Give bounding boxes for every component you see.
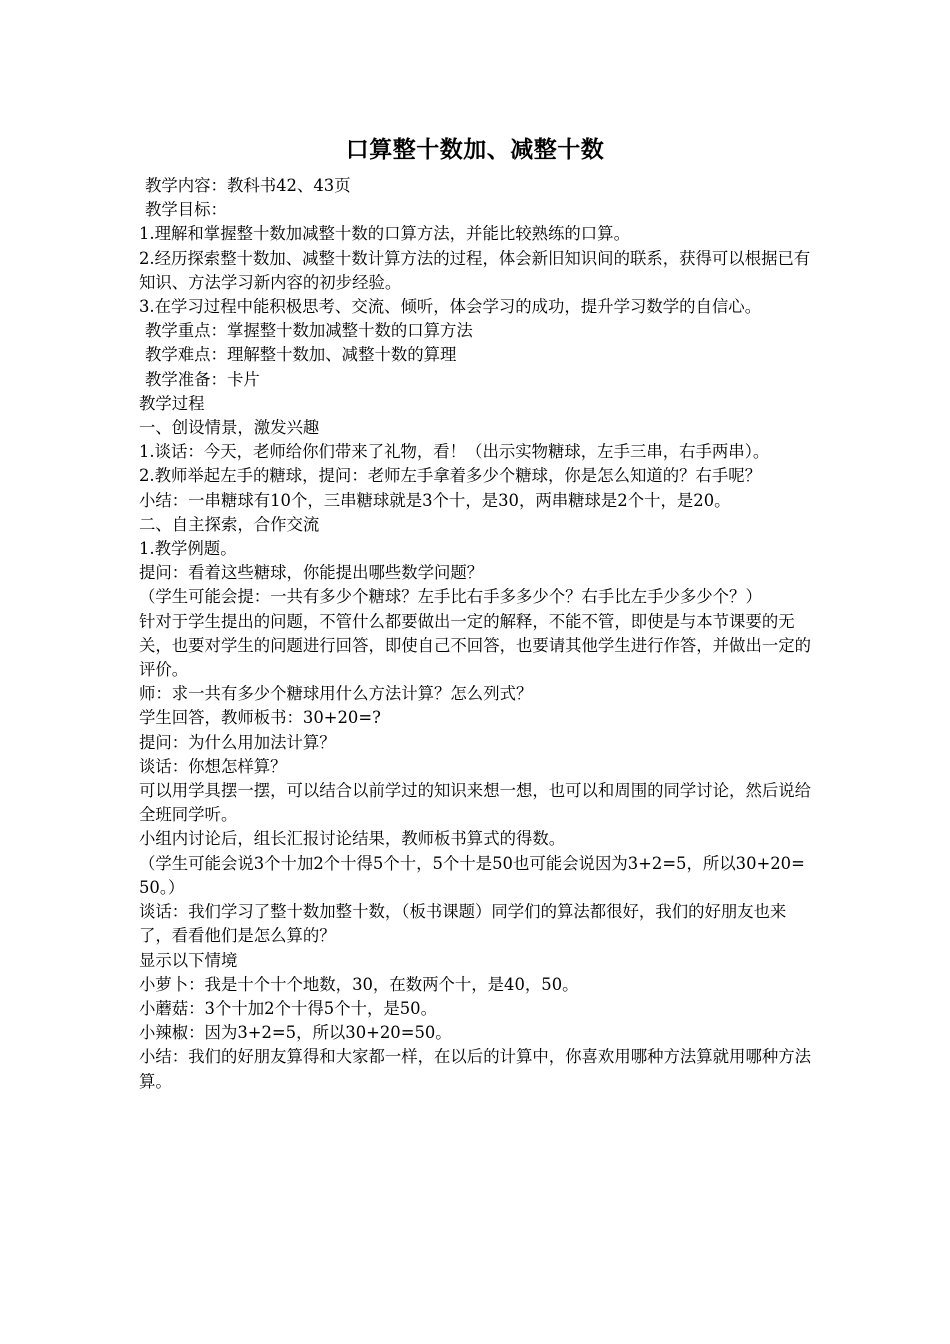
paragraph-question: 提问：看着这些糖球，你能提出哪些数学问题？ xyxy=(139,563,484,583)
paragraph-teaching-content: 教学内容：教科书42、43页 xyxy=(145,176,351,195)
paragraph-talk-3: 谈话：我们学习了整十数加整十数，（板书课题）同学们的算法都很好，我们的好朋友也来了，看看他们是怎么算的？ xyxy=(139,902,787,946)
section-heading-1: 一、创设情景，激发兴趣 xyxy=(139,418,320,438)
paragraph-example: 1.教学例题。 xyxy=(139,539,237,559)
paragraph-guidance: 针对于学生提出的问题，不管什么都要做出一定的解释，不能不管，即使是与本节课要的无关，也要对学生的问题进行回答，即使自己不回答，也要请其他学生进行作答，并做出一定的评价。 xyxy=(139,611,812,680)
paragraph-how-calc: 谈话：你想怎样算？ xyxy=(139,756,287,776)
paragraph-talk-1: 1.谈话：今天，老师给你们带来了礼物，看！（出示实物糖球，左手三串，右手两串）。 xyxy=(139,442,770,462)
paragraph-show-scenario: 显示以下情境 xyxy=(139,950,238,970)
paragraph-student-questions: （学生可能会提：一共有多少个糖球？左手比右手多多少个？右手比左手少多少个？） xyxy=(139,587,762,607)
paragraph-student-answers: （学生可能会说3个十加2个十得5个十，5个十是50也可能会说因为3+2=5，所以30+20=50。） xyxy=(139,853,805,897)
paragraph-talk-2: 2.教师举起左手的糖球，提问：老师左手拿着多少个糖球，你是怎么知道的？右手呢？ xyxy=(139,466,762,486)
paragraph-goal-3: 3.在学习过程中能积极思考、交流、倾听，体会学习的成功，提升学习数学的自信心。 xyxy=(139,297,762,317)
paragraph-summary-2: 小结：我们的好朋友算得和大家都一样，在以后的计算中，你喜欢用哪种方法算就用哪种方法算。 xyxy=(139,1047,812,1091)
paragraph-mushroom: 小蘑菇：3个十加2个十得5个十，是50。 xyxy=(139,998,437,1018)
paragraph-board-write: 学生回答，教师板书：30+20=? xyxy=(139,708,381,728)
paragraph-goal-1: 1.理解和掌握整十数加减整十数的口算方法，并能比较熟练的口算。 xyxy=(139,224,630,244)
paragraph-group-discussion: 小组内讨论后，组长汇报讨论结果，教师板书算式的得数。 xyxy=(139,829,566,849)
paragraph-teaching-process: 教学过程 xyxy=(139,393,205,413)
paragraph-radish: 小萝卜：我是十个十个地数，30，在数两个十，是40，50。 xyxy=(139,974,579,994)
paragraph-teaching-goals-heading: 教学目标： xyxy=(145,200,227,220)
section-heading-2: 二、自主探索，合作交流 xyxy=(139,514,320,534)
document-body xyxy=(139,174,815,1094)
paragraph-use-tools: 可以用学具摆一摆，可以结合以前学过的知识来想一想，也可以和周围的同学讨论，然后说给全班同学听。 xyxy=(139,781,812,825)
paragraph-goal-2: 2.经历探索整十数加、减整十数计算方法的过程，体会新旧知识间的联系，获得可以根据已有知识、方法学习新内容的初步经验。 xyxy=(139,248,811,292)
document-title: 口算整十数加、减整十数 xyxy=(345,136,605,163)
paragraph-pepper: 小辣椒：因为3+2=5，所以30+20=50。 xyxy=(139,1023,452,1043)
paragraph-teacher-ask: 师：求一共有多少个糖球用什么方法计算？怎么列式？ xyxy=(139,684,533,704)
paragraph-difficulty: 教学难点：理解整十数加、减整十数的算理 xyxy=(145,345,457,365)
paragraph-key-point: 教学重点：掌握整十数加减整十数的口算方法 xyxy=(145,321,473,341)
paragraph-summary-1: 小结：一串糖球有10个，三串糖球就是3个十，是30，两串糖球是2个十，是20。 xyxy=(139,490,731,510)
paragraph-why-addition: 提问：为什么用加法计算？ xyxy=(139,732,336,752)
paragraph-preparation: 教学准备：卡片 xyxy=(145,369,260,389)
